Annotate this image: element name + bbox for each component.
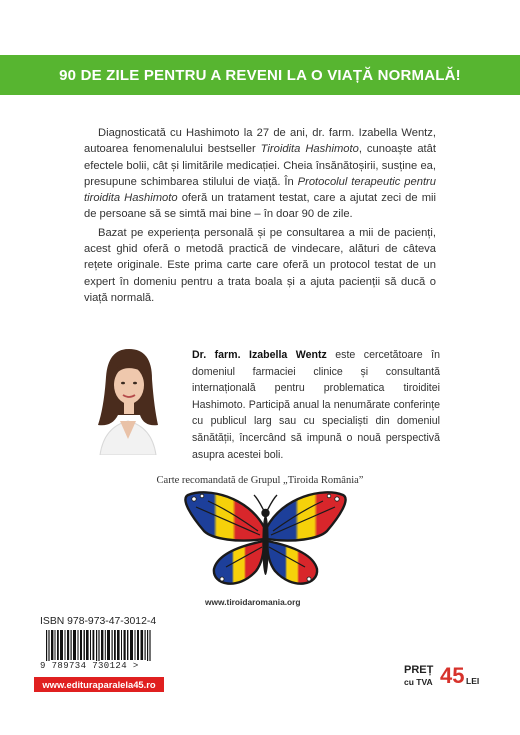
author-name: Dr. farm. Izabella Wentz <box>192 349 327 361</box>
publisher-url-badge: www.edituraparalela45.ro <box>34 677 164 692</box>
description-paragraph-2: Bazat pe experiența personală și pe consultarea a mii de pacienți, acest ghid oferă o metodă practică de vindecare, alături de câteva rețete originale. Este prima carte care oferă un protocol testat de un expert în domeniu pentru a trata boala și a ajuta pacienții să ducă o viață normală. <box>84 226 436 304</box>
author-photo <box>82 343 174 455</box>
butterfly-logo <box>178 487 353 597</box>
recommendation-text: Carte recomandată de Grupul „Tiroida România” <box>156 475 364 486</box>
website-text: www.tiroidaromania.org <box>205 597 301 607</box>
isbn-label: ISBN 978-973-47-3012-4 <box>40 616 157 627</box>
price-label: PREȚ <box>404 664 434 676</box>
description-paragraph-1 <box>84 125 436 223</box>
book-title-italic: Tiroidita Hashimoto <box>260 143 359 156</box>
book-description <box>84 125 436 306</box>
headline-banner: 90 DE ZILE PENTRU A REVENI LA O VIAȚĂ NORMALĂ! <box>0 55 520 95</box>
author-bio <box>192 347 440 463</box>
price-value: 45 <box>440 663 465 688</box>
barcode-number: 9 789734 730124 > <box>40 661 166 671</box>
description-text: Diagnosticată cu Hashimoto la 27 de ani, dr. farm. Izabella Wentz, autoarea fenomenalului bestseller <box>84 127 436 156</box>
description-text: , cunoaște atât efectele bolii, cât și limitările medicației. Cheia însănătoșirii, susține ea, presupune schimbarea stilului de viață. În <box>84 143 436 188</box>
author-bio-text: este cercetătoare în domeniul farmaciei clinice și consultantă internațională pentru problematica tiroiditei Hashimoto. Participă anual la nenumărate conferințe cu publicul larg sau cu specialiști din domeniul sănătății, încercând să impună o nouă perspectivă asupra acestei boli. <box>192 349 440 461</box>
description-text: oferă un tratament testat, care a ajutat zeci de mii de persoane să se simtă mai bine – în doar 90 de zile. <box>84 192 436 221</box>
price-currency: LEI <box>466 676 480 686</box>
price-vat-label: cu TVA <box>404 677 433 687</box>
book-title-italic: Protocolul terapeutic pentru tiroidita Hashimoto <box>84 175 436 205</box>
price-badge <box>404 664 484 694</box>
